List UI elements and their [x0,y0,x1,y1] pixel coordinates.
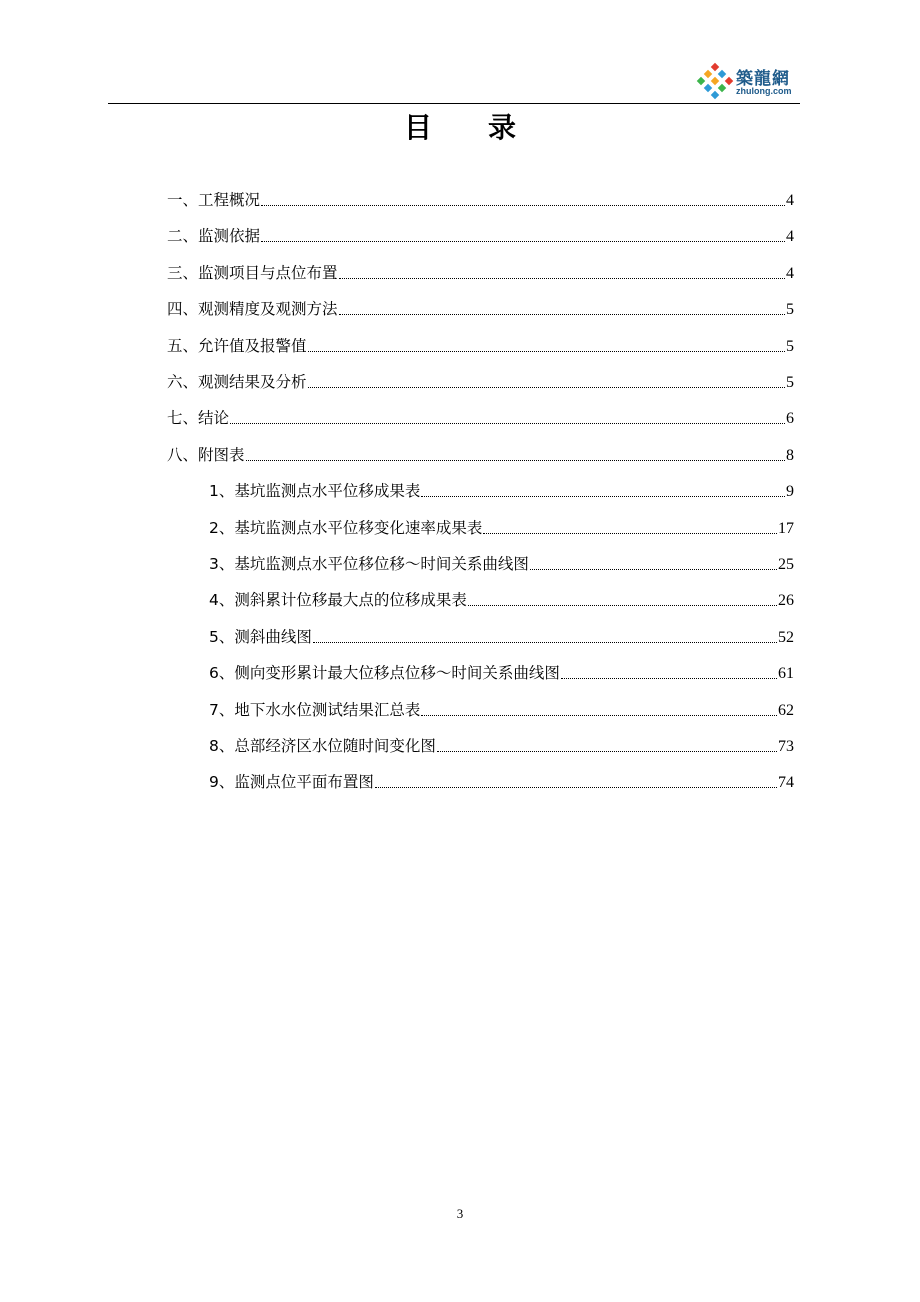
logo-square [718,84,726,92]
toc-sub-entry[interactable] [209,698,794,722]
toc-entry-label: 7、地下水水位测试结果汇总表 [209,701,421,719]
toc-dot-leader [339,278,785,279]
logo-square [725,77,733,85]
toc-entry-page: 74 [778,774,794,791]
toc-sub-entry[interactable] [209,479,794,503]
toc-entry[interactable] [167,370,794,394]
title-char-2: 录 [488,111,573,144]
toc-entry-page: 26 [778,592,794,609]
toc-entry-label: 9、监测点位平面布置图 [209,773,374,791]
toc-entry-page: 4 [786,228,794,245]
toc-dot-leader [246,460,785,461]
logo-square [704,84,712,92]
toc-entry-page: 25 [778,556,794,573]
toc-entry-label: 二、监测依据 [167,227,261,245]
toc-dot-leader [308,387,785,388]
logo-chinese-text: 築龍網 [736,69,790,89]
zhulong-logo [696,62,806,102]
toc-dot-leader [561,678,777,679]
header-rule [108,103,800,104]
logo-square [697,77,705,85]
toc-entry[interactable] [167,188,794,212]
toc-entry-page: 4 [786,192,794,209]
page-number: 3 [456,1206,464,1221]
toc-entry[interactable] [167,334,794,358]
document-title [0,106,920,146]
toc-dot-leader [230,423,785,424]
toc-dot-leader [437,751,777,752]
toc-entry-page: 4 [786,265,794,282]
toc-entry-label: 七、结论 [167,409,230,427]
toc-entry-label: 三、监测项目与点位布置 [167,264,338,282]
toc-dot-leader [313,642,777,643]
toc-dot-leader [339,314,785,315]
toc-entry[interactable] [167,261,794,285]
toc-dot-leader [483,533,777,534]
toc-entry[interactable] [167,224,794,248]
title-char-1: 目 [403,111,488,144]
toc-entry-label: 3、基坑监测点水平位移位移～时间关系曲线图 [209,555,529,573]
toc-entry-label: 6、侧向变形累计最大位移点位移～时间关系曲线图 [209,664,560,682]
toc-entry-page: 62 [778,702,794,719]
toc-entry-label: 一、工程概况 [167,191,261,209]
logo-domain-text: zhulong.com [736,86,792,96]
toc-sub-entry[interactable] [209,625,794,649]
toc-entry-page: 5 [786,301,794,318]
toc-dot-leader [261,205,785,206]
logo-square [711,63,719,71]
toc-dot-leader [308,351,785,352]
toc-dot-leader [421,715,777,716]
toc-sub-entry[interactable] [209,770,794,794]
toc-sub-entry[interactable] [209,661,794,685]
toc-entry-label: 1、基坑监测点水平位移成果表 [209,482,421,500]
toc-sub-entry[interactable] [209,734,794,758]
toc-sub-entry[interactable] [209,516,794,540]
toc-entry-label: 四、观测精度及观测方法 [167,300,338,318]
toc-dot-leader [421,496,785,497]
toc-entry-label: 8、总部经济区水位随时间变化图 [209,737,436,755]
toc-entry-page: 8 [786,447,794,464]
toc-entry[interactable] [167,406,794,430]
toc-entry-label: 2、基坑监测点水平位移变化速率成果表 [209,519,483,537]
toc-dot-leader [530,569,777,570]
toc-dot-leader [468,605,777,606]
toc-entry[interactable] [167,443,794,467]
logo-square [711,91,719,99]
toc-entry-page: 61 [778,665,794,682]
toc-entry-page: 52 [778,629,794,646]
toc-entry-label: 4、测斜累计位移最大点的位移成果表 [209,591,467,609]
toc-entry-page: 5 [786,338,794,355]
toc-sub-entry[interactable] [209,588,794,612]
toc-entry-label: 5、测斜曲线图 [209,628,312,646]
toc-sub-entry[interactable] [209,552,794,576]
toc-entry-label: 六、观测结果及分析 [167,373,307,391]
zhulong-logo-icon [696,62,734,100]
toc-entry-page: 73 [778,738,794,755]
toc-entry-page: 17 [778,520,794,537]
logo-square [711,77,719,85]
toc-entry-page: 6 [786,410,794,427]
toc-entry-label: 八、附图表 [167,446,245,464]
toc-entry-label: 五、允许值及报警值 [167,337,307,355]
toc-entry[interactable] [167,297,794,321]
toc-entry-page: 9 [786,483,794,500]
toc-dot-leader [261,241,785,242]
logo-square [704,70,712,78]
logo-square [718,70,726,78]
toc-dot-leader [375,787,777,788]
toc-entry-page: 5 [786,374,794,391]
